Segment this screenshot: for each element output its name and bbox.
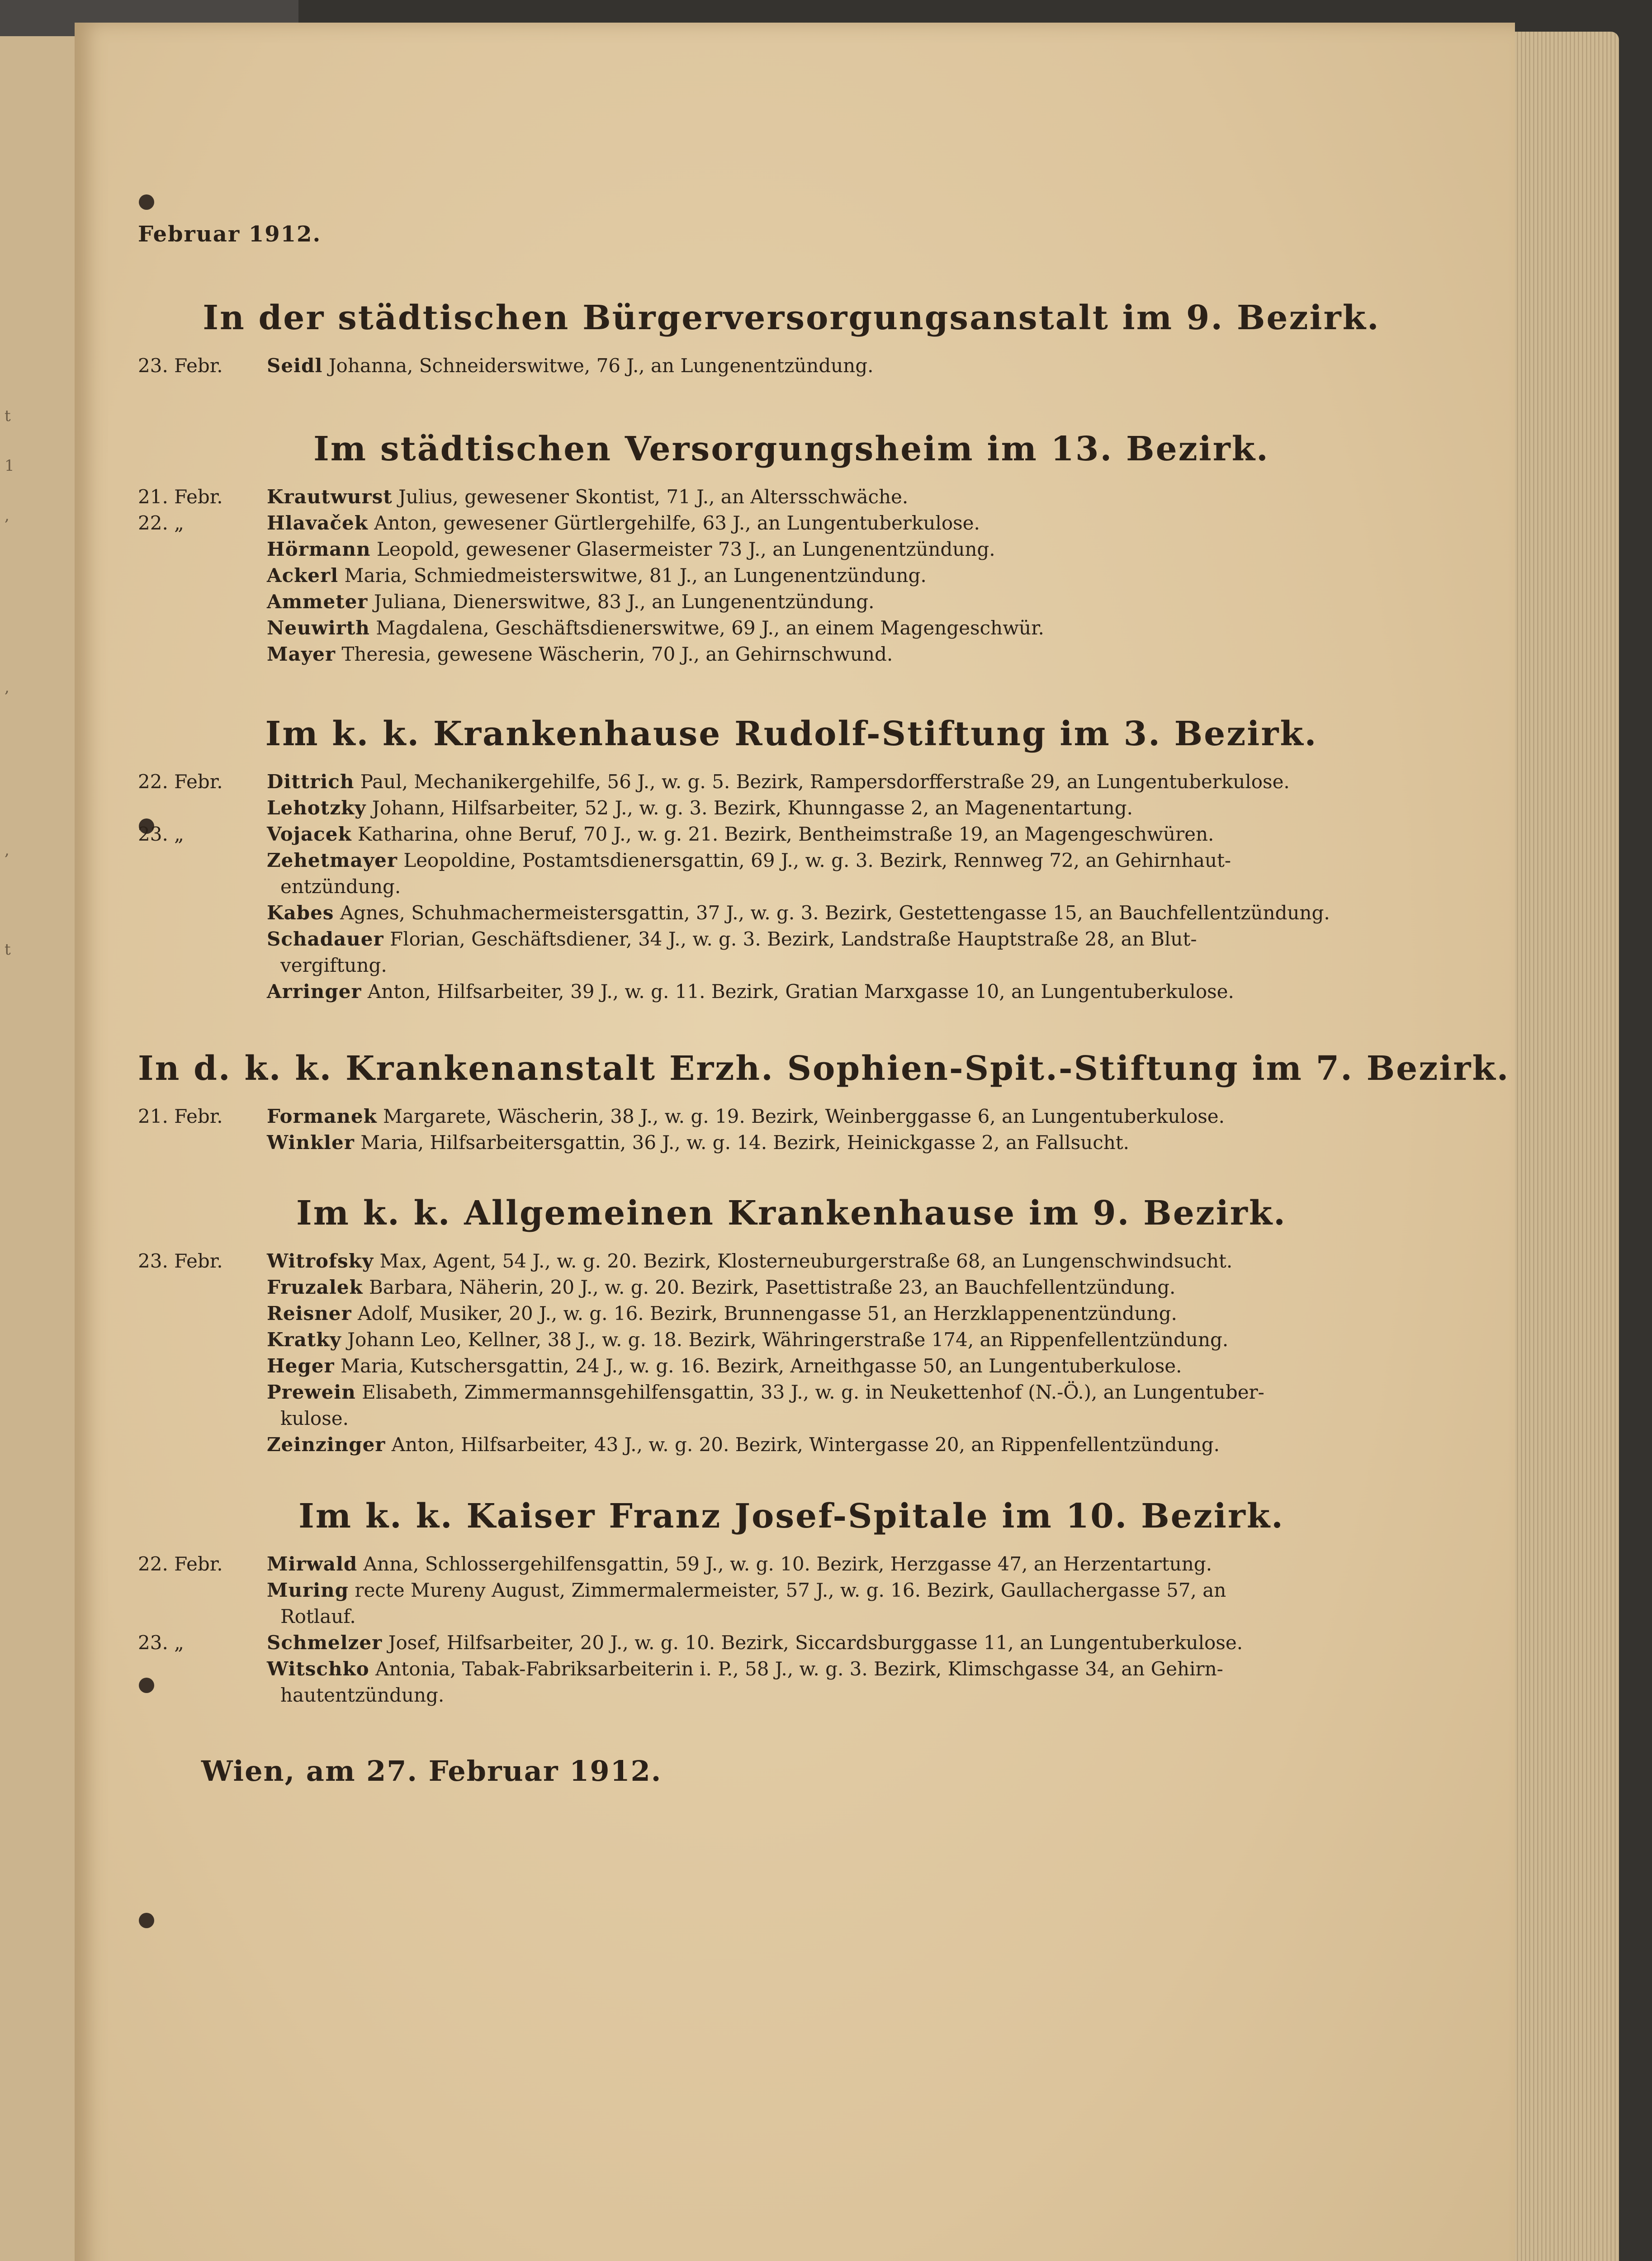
- binding-hole: [139, 194, 154, 210]
- left-page-edge: t 1 , , , t: [0, 36, 76, 2261]
- section-rudolf-stiftung: [138, 714, 1445, 1005]
- list-item: Kabes Agnes, Schuhmachermeistersgattin, 37 J., w. g. 3. Bezirk, Gestettengasse 15, an Bauchfellentzündung.: [267, 902, 1330, 924]
- list-item: 23. „ Vojacek Katharina, ohne Beruf, 70 J., w. g. 21. Bezirk, Bentheimstraße 19, an Magengeschwüren.: [138, 823, 1214, 845]
- section-title: In d. k. k. Krankenanstalt Erzh. Sophien-Spit.-Stiftung im 7. Bezirk.: [138, 1049, 1510, 1088]
- list-item: Winkler Maria, Hilfsarbeitersgattin, 36 J., w. g. 14. Bezirk, Heinickgasse 2, an Fallsucht.: [267, 1131, 1129, 1154]
- list-item: 22. Febr. Dittrich Paul, Mechanikergehilfe, 56 J., w. g. 5. Bezirk, Rampersdorfferstraße 29, an Lungentuberkulose.: [138, 771, 1290, 793]
- list-item: 23. Febr. Seidl Johanna, Schneiderswitwe, 76 J., an Lungenentzündung.: [138, 355, 874, 377]
- section-title: Im k. k. Kaiser Franz Josef-Spitale im 10. Bezirk.: [298, 1497, 1284, 1536]
- document-page: [75, 23, 1515, 2261]
- section-title: Im k. k. Allgemeinen Krankenhause im 9. Bezirk.: [296, 1194, 1287, 1233]
- section-sophien-spital: [138, 1049, 1510, 1156]
- section-franz-josef-spital: [138, 1497, 1445, 1708]
- list-item: Kratky Johann Leo, Kellner, 38 J., w. g. 18. Bezirk, Währingerstraße 174, an Rippenfellentzündung.: [267, 1329, 1229, 1351]
- list-item: Muring recte Mureny August, Zimmermalermeister, 57 J., w. g. 16. Bezirk, Gaullachergasse 57, an Rotlauf.: [267, 1579, 1226, 1627]
- list-item: Lehotzky Johann, Hilfsarbeiter, 52 J., w. g. 3. Bezirk, Khunngasse 2, an Magenentartung.: [267, 797, 1133, 819]
- list-item: 21. Febr. Formanek Margarete, Wäscherin, 38 J., w. g. 19. Bezirk, Weinberggasse 6, an Lungentuberkulose.: [138, 1105, 1225, 1127]
- list-item: Schadauer Florian, Geschäftsdiener, 34 J., w. g. 3. Bezirk, Landstraße Hauptstraße 28, an Blut- vergiftung.: [267, 928, 1197, 976]
- list-item: Heger Maria, Kutschersgattin, 24 J., w. g. 16. Bezirk, Arneithgasse 50, an Lungentuberkulose.: [267, 1355, 1182, 1377]
- section-title: Im städtischen Versorgungsheim im 13. Bezirk.: [313, 430, 1269, 468]
- list-item: 23. Febr. Witrofsky Max, Agent, 54 J., w. g. 20. Bezirk, Klosterneuburgerstraße 68, an Lungenschwindsucht.: [138, 1250, 1233, 1272]
- list-item: Neuwirth Magdalena, Geschäftsdienerswitwe, 69 J., an einem Magengeschwür.: [267, 617, 1044, 639]
- list-item: Ammeter Juliana, Dienerswitwe, 83 J., an Lungenentzündung.: [267, 591, 875, 613]
- list-item: 22. „ Hlavaček Anton, gewesener Gürtlergehilfe, 63 J., an Lungentuberkulose.: [138, 512, 980, 534]
- list-item: Reisner Adolf, Musiker, 20 J., w. g. 16. Bezirk, Brunnengasse 51, an Herzklappenentzündung.: [267, 1302, 1177, 1324]
- list-item: Witschko Antonia, Tabak-Fabriksarbeiterin i. P., 58 J., w. g. 3. Bezirk, Klimschgasse 34, an Gehirn- hautentzündung.: [267, 1658, 1223, 1706]
- list-item: 23. „ Schmelzer Josef, Hilfsarbeiter, 20 J., w. g. 10. Bezirk, Siccardsburggasse 11, an Lungentuberkulose.: [138, 1632, 1243, 1654]
- closing-line: Wien, am 27. Februar 1912.: [201, 1755, 662, 1788]
- list-item: Zeinzinger Anton, Hilfsarbeiter, 43 J., w. g. 20. Bezirk, Wintergasse 20, an Rippenfellentzündung.: [267, 1433, 1220, 1456]
- section-buergerversorgung: [138, 298, 1445, 379]
- list-item: Fruzalek Barbara, Näherin, 20 J., w. g. 20. Bezirk, Pasettistraße 23, an Bauchfellentzündung.: [267, 1276, 1176, 1298]
- list-item: Hörmann Leopold, gewesener Glasermeister 73 J., an Lungenentzündung.: [267, 538, 995, 560]
- list-item: 21. Febr. Krautwurst Julius, gewesener Skontist, 71 J., an Altersschwäche.: [138, 486, 909, 508]
- section-title: Im k. k. Krankenhause Rudolf-Stiftung im 3. Bezirk.: [265, 714, 1318, 753]
- list-item: 22. Febr. Mirwald Anna, Schlossergehilfensgattin, 59 J., w. g. 10. Bezirk, Herzgasse 47, an Herzentartung.: [138, 1553, 1212, 1575]
- section-title: In der städtischen Bürgerversorgungsanstalt im 9. Bezirk.: [203, 298, 1380, 337]
- page-date-heading: Februar 1912.: [138, 222, 322, 247]
- list-item: Prewein Elisabeth, Zimmermannsgehilfensgattin, 33 J., w. g. in Neukettenhof (N.-Ö.), an Lungentuber- kulose.: [267, 1381, 1264, 1429]
- section-versorgungsheim: [138, 430, 1445, 667]
- page-edges: [1506, 32, 1619, 2261]
- section-allgemeines-krankenhaus: [138, 1194, 1445, 1458]
- list-item: Zehetmayer Leopoldine, Postamtsdienersgattin, 69 J., w. g. 3. Bezirk, Rennweg 72, an Gehirnhaut- entzündung.: [267, 849, 1231, 898]
- list-item: Arringer Anton, Hilfsarbeiter, 39 J., w. g. 11. Bezirk, Gratian Marxgasse 10, an Lungentuberkulose.: [267, 980, 1234, 1003]
- list-item: Ackerl Maria, Schmiedmeisterswitwe, 81 J., an Lungenentzündung.: [267, 564, 927, 587]
- list-item: Mayer Theresia, gewesene Wäscherin, 70 J., an Gehirnschwund.: [267, 643, 893, 665]
- binding-hole: [139, 1913, 154, 1928]
